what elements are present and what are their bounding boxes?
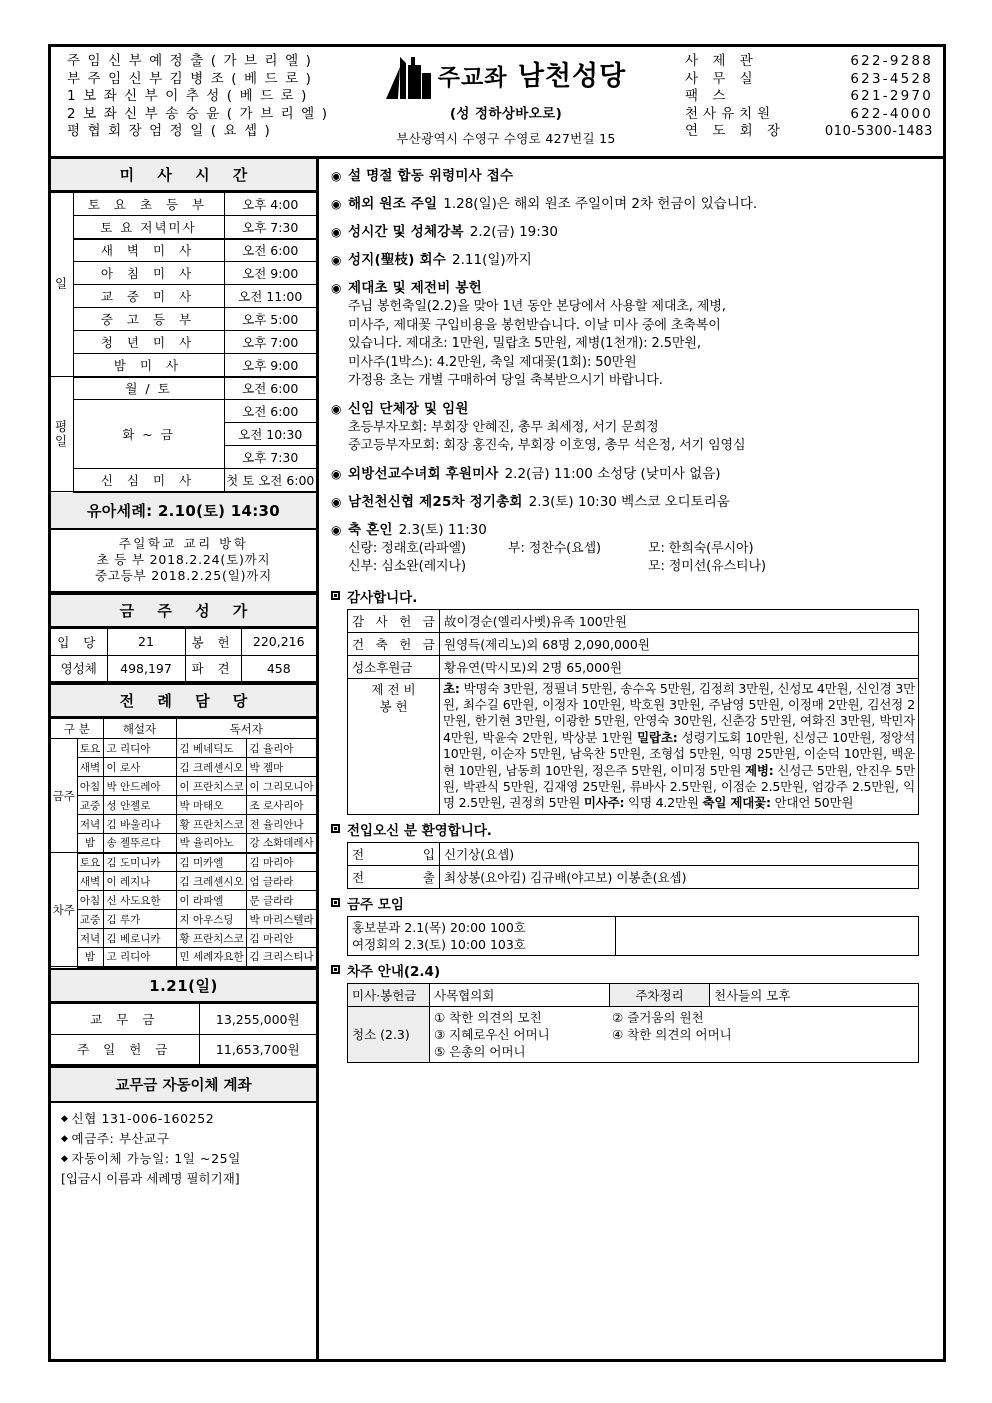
reader-name: 이 그리모니아 (246, 777, 316, 796)
cleaning-item: ④ 착한 의견의 어머니 (612, 1026, 732, 1042)
mass-name: 화 ~ 금 (73, 400, 224, 469)
mass-name: 토 요 저녁미사 (73, 216, 224, 239)
account-details (51, 1103, 316, 1194)
contact-number: 621-2970 (850, 88, 933, 105)
diamond-bullet-icon: ◆ (61, 1114, 69, 1124)
hymn-value: 498,197 (107, 655, 185, 682)
mass-schedule-table (51, 192, 316, 493)
offering-value: 13,255,000원 (199, 1003, 316, 1034)
mass-name: 새 벽 미 사 (73, 239, 224, 262)
reader-name: 황 프란치스코 (176, 929, 246, 948)
table-row (51, 331, 316, 354)
sunday-group-label: 일 (51, 193, 73, 377)
thanks-value: 故이경순(엘리사벳)유족 100만원 (440, 609, 919, 632)
sunday-school-vacation (51, 530, 316, 593)
reader-name: 김 베네딕도 (176, 739, 246, 758)
reader-name: 김 미카엘 (176, 853, 246, 872)
thanks-value: 원영득(제리노)외 68명 2,090,000원 (440, 632, 919, 655)
commentator-name: 송 젤뚜르다 (103, 834, 176, 853)
announcement-item: ◉ 남천천신협 제25차 정기총회 2.3(토) 10:30 벡스코 오디토리움 (331, 493, 730, 510)
hymn-value: 220,216 (241, 628, 316, 655)
commentator-name: 이 레지나 (103, 872, 176, 891)
left-column (51, 159, 319, 1359)
clergy-line: 부 주 임 신 부 김 병 조 ( 베 드 로 ) (67, 70, 313, 87)
church-address: 부산광역시 수영구 수영로 427번길 15 (396, 131, 616, 146)
col-header-reader: 독서자 (176, 719, 316, 739)
col-header-commentator: 해설자 (103, 719, 176, 739)
mass-time: 오후 7:30 (224, 216, 316, 239)
announcement-detail-line: 미사주(1박스): 4.2만원, 축일 제대꽃(1회): 50만원 (348, 354, 637, 370)
reader-name: 김 마리안 (246, 929, 316, 948)
reader-name: 전 율리안나 (246, 815, 316, 834)
cleaning-label: 청소 (2.3) (348, 1006, 430, 1062)
mass-slot: 교중 (77, 910, 103, 929)
mass-slot: 저녁 (77, 815, 103, 834)
table-row (51, 815, 316, 834)
announcement-item: ◉ 외방선교수녀회 후원미사 2.2(금) 11:00 소성당 (낮미사 없음) (331, 465, 721, 482)
bulletin-header (51, 47, 943, 159)
clergy-line: 1 보 좌 신 부 이 추 성 ( 베 드 로 ) (67, 88, 309, 105)
mass-name: 월 / 토 (73, 377, 224, 400)
mass-slot: 저녁 (77, 929, 103, 948)
reader-name: 박 젬마 (246, 758, 316, 777)
table-row (51, 239, 316, 262)
announcement-detail-line: 중고등부자모회: 회장 홍진숙, 부회장 이호영, 총무 석은정, 서기 임영심 (348, 438, 746, 453)
meetings-heading: 금주 모임 (331, 893, 935, 913)
table-row (51, 719, 316, 739)
clergy-line: 평 협 회 장 엄 정 일 ( 요 셉 ) (67, 123, 272, 140)
table-row (348, 865, 919, 888)
meetings-table (347, 916, 919, 956)
flower-text: 안대언 50만원 (774, 795, 854, 811)
beeswax-label: 밀랍초: (637, 729, 678, 745)
thanks-label: 건 축 헌 금 (348, 632, 440, 655)
announcement-item: ◉ 설 명절 합동 위령미사 접수 (331, 168, 514, 184)
reader-name: 김 크레센시오 (176, 758, 246, 777)
contact-number: 010-5300-1483 (824, 124, 933, 140)
commentator-name: 성 안젤로 (103, 796, 176, 815)
contact-label: 팩 스 (685, 88, 731, 105)
transfer-out-label: 전 출 (348, 865, 440, 888)
next-week-label: 차주 (51, 853, 77, 967)
mass-slot: 밤 (77, 948, 103, 967)
thanks-label: 성소후원금 (348, 655, 440, 678)
school-line: 초 등 부 2018.2.24(토)까지 (96, 551, 271, 567)
table-row (348, 655, 919, 678)
account-line: ◆ 예금주: 부산교구 (61, 1131, 170, 1146)
liturgy-duty-table (51, 718, 316, 968)
host-text: 신성근 5만원, 안진우 5만원, 박관식 5만원, 김재영 25만원, 류바사 2.5만원, 이점순 2.5만원, 엄강주 2.5만원, 익명 2.5만원, 권정희 5만원 (443, 762, 915, 811)
contact-row (685, 53, 933, 71)
mass-slot: 밤 (77, 834, 103, 853)
bullet-circle-icon: ◉ (331, 197, 342, 211)
offering-table (51, 1003, 316, 1067)
table-row (348, 1006, 919, 1062)
altar-offering-label: 제 전 비 봉 헌 (348, 678, 440, 814)
reader-name: 민 세례자요한 (176, 948, 246, 967)
reader-name: 조 로사리아 (246, 796, 316, 815)
contact-number: 622-4000 (850, 105, 933, 122)
table-row (51, 929, 316, 948)
table-row (51, 308, 316, 331)
reader-name: 박 마태오 (176, 796, 246, 815)
table-row (51, 354, 316, 377)
announcement-item: ◉ 성시간 및 성체강복 2.2(금) 19:30 (331, 224, 558, 240)
cleaning-item: ① 착한 의견의 모친 (434, 1009, 542, 1025)
mass-slot: 아침 (77, 777, 103, 796)
hymn-value: 458 (241, 655, 316, 682)
table-row (51, 948, 316, 967)
reader-name: 이 라파엘 (176, 891, 246, 910)
offering-value: 11,653,700원 (199, 1034, 316, 1065)
account-note: [입금시 이름과 세례명 필히기재] (61, 1171, 240, 1186)
mass-time: 오전 10:30 (224, 423, 316, 446)
reader-name: 지 아우스딩 (176, 910, 246, 929)
announcement-item-wedding: ◉ 축 혼인 2.3(토) 11:30 신랑: 정래호(라파엘) 부: 정찬수(요셉) 모: 한희숙(루시아) 신부: 심소완(레지나) 모: 정미선(유스티나) (331, 521, 935, 577)
table-row (51, 1034, 316, 1065)
mass-time: 오전 6:00 (224, 239, 316, 262)
table-row (51, 262, 316, 285)
transfer-table (347, 842, 919, 889)
hymn-key: 봉 헌 (185, 628, 241, 655)
offering-label: 주 일 헌 금 (51, 1034, 199, 1065)
mass-time: 오후 9:00 (224, 354, 316, 377)
bullet-circle-icon: ◉ (331, 401, 342, 416)
announcement-detail-line: 주님 봉헌축일(2.2)을 맞아 1년 동안 본당에서 사용할 제대초, 제병, (348, 299, 726, 314)
table-row (51, 834, 316, 853)
church-title (438, 62, 626, 93)
host-label: 제병: (745, 762, 774, 778)
square-bullet-icon (331, 591, 340, 600)
reader-name: 이 프란치스코 (176, 777, 246, 796)
table-row (348, 916, 919, 955)
col-value-parking-team: 천사들의 모후 (710, 983, 919, 1006)
bulletin-frame (48, 44, 946, 1362)
reader-name: 황 프란치스코 (176, 815, 246, 834)
transfer-in-value: 신기상(요셉) (440, 842, 919, 865)
bullet-circle-icon: ◉ (331, 169, 342, 183)
commentator-name: 고 리디아 (103, 948, 176, 967)
reader-name: 엄 글라라 (246, 872, 316, 891)
announcement-item: ◉ 신임 단체장 및 임원 초등부자모회: 부회장 안혜진, 총무 최세정, 서기 문희정 중고등부자모회: 회장 홍진숙, 부회장 이호영, 총무 석은정, 서기 임영심 (331, 400, 935, 456)
announcement-item: ◉ 해외 원조 주일 1.28(일)은 해외 원조 주일이며 2차 헌금이 있습니다. (331, 196, 758, 212)
bullet-circle-icon: ◉ (331, 253, 342, 267)
mass-name: 아 침 미 사 (73, 262, 224, 285)
nextweek-heading: 차주 안내(2.4) (331, 960, 935, 980)
reader-name: 문 글라라 (246, 891, 316, 910)
mass-time: 오전 6:00 (224, 377, 316, 400)
table-row (51, 891, 316, 910)
reader-name: 박 마리스텔라 (246, 910, 316, 929)
contact-number: 622-9288 (850, 53, 933, 69)
weekly-hymn-title: 금 주 성 가 (51, 593, 316, 628)
infant-baptism-notice: 유아세례: 2.10(토) 14:30 (51, 493, 316, 530)
mass-time: 오전 11:00 (224, 285, 316, 308)
table-row (51, 285, 316, 308)
meetings-right-cell (616, 916, 919, 955)
transfer-in-label: 전 입 (348, 842, 440, 865)
offering-date-title: 1.21(일) (51, 968, 316, 1003)
meeting-line: 홍보분과 2.1(목) 20:00 100호 (352, 919, 526, 935)
bullet-circle-icon: ◉ (331, 494, 342, 509)
table-row (51, 872, 316, 891)
cleaning-teams (430, 1006, 919, 1062)
table-row (348, 842, 919, 865)
commentator-name: 김 루가 (103, 910, 176, 929)
table-row (348, 632, 919, 655)
thanks-label: 감 사 헌 금 (348, 609, 440, 632)
account-line: ◆ 신협 131-006-160252 (61, 1111, 215, 1126)
transfer-out-value: 최상봉(요아킴) 김규배(야고보) 이봉춘(요셉) (440, 865, 919, 888)
table-row (51, 469, 316, 492)
this-week-label: 금주 (51, 739, 77, 853)
mass-schedule-title: 미 사 시 간 (51, 159, 316, 192)
commentator-name: 김 바울리나 (103, 815, 176, 834)
wine-text: 익명 4.2만원 (628, 795, 699, 811)
contact-label: 천사유치원 (685, 105, 776, 122)
contact-row (685, 123, 933, 141)
commentator-name: 이 로사 (103, 758, 176, 777)
school-line: 중고등부 2018.2.25(일)까지 (94, 567, 273, 583)
church-patron: (성 정하상바오로) (449, 106, 563, 122)
announcement-item: ◉ 성지(聖枝) 회수 2.11(일)까지 (331, 252, 532, 268)
cleaning-item: ⑤ 은총의 어머니 (434, 1043, 526, 1059)
wine-label: 미사주: (583, 795, 625, 811)
table-row (51, 628, 316, 655)
hymn-key: 파 견 (185, 655, 241, 682)
col-header-division: 구 분 (51, 719, 103, 739)
clergy-line: 2 보 좌 신 부 송 승 윤 ( 가 브 리 엘 ) (67, 105, 329, 122)
reader-name: 김 크리스티나 (246, 948, 316, 967)
mass-time: 오후 7:30 (224, 446, 316, 469)
mass-name: 밤 미 사 (73, 354, 224, 377)
commentator-name: 고 리디아 (103, 739, 176, 758)
mass-slot: 새벽 (77, 758, 103, 777)
mass-time: 첫 토 오전 6:00 (224, 469, 316, 492)
announcement-detail-line: 초등부자모회: 부회장 안혜진, 총무 최세정, 서기 문희정 (348, 419, 659, 435)
announcement-detail-line: 미사주, 제대꽃 구입비용을 봉헌받습니다. 이날 미사 중에 초축복이 (348, 317, 721, 333)
table-row (51, 377, 316, 400)
table-row (51, 910, 316, 929)
meeting-line: 여정회의 2.3(토) 10:00 103호 (352, 936, 526, 952)
diamond-bullet-icon: ◆ (61, 1154, 69, 1164)
thanks-heading: 감사합니다. (331, 586, 935, 606)
transfer-heading: 전입오신 분 환영합니다. (331, 819, 935, 839)
church-identity (331, 47, 681, 156)
contact-row (685, 106, 933, 124)
contact-list (681, 47, 943, 156)
offering-label: 교 무 금 (51, 1003, 199, 1034)
bullet-circle-icon: ◉ (331, 466, 342, 481)
mass-time: 오전 6:00 (224, 400, 316, 423)
square-bullet-icon (331, 965, 340, 974)
school-title: 주일학교 교리 방학 (118, 535, 249, 551)
col-value-pastoral-council: 사목협의회 (430, 983, 610, 1006)
square-bullet-icon (331, 824, 340, 833)
clergy-line: 주 임 신 부 예 정 출 ( 가 브 리 엘 ) (67, 53, 313, 69)
commentator-name: 김 도미니카 (103, 853, 176, 872)
table-row (51, 777, 316, 796)
bullet-circle-icon: ◉ (331, 522, 342, 537)
contact-number: 623-4528 (850, 70, 933, 87)
reader-name: 김 크레센시오 (176, 872, 246, 891)
hymn-key: 영성체 (51, 655, 107, 682)
liturgy-duty-title: 전 례 담 당 (51, 683, 316, 718)
weekly-hymn-table (51, 628, 316, 684)
cleaning-item: ③ 지혜로우신 어머니 (434, 1026, 550, 1042)
table-row (51, 655, 316, 682)
bullet-circle-icon: ◉ (331, 281, 342, 295)
candle-text: 박명숙 3만원, 정필녀 5만원, 송수옥 5만원, 김정희 3만원, 신성모 4만원, 신인경 3만원, 최수길 6만원, 이정자 10만원, 박호원 3만원, 주남영 5만원, 이정매 2만원, 김선정 2만원, 한기현 3만원, 이광한 5만원, 안영숙 30만원, 신춘강 5만원, 여화진 3만원, 박민자 4만원, 박윤숙 2만원, 박상분 1만원 (443, 680, 915, 745)
announcement-item: ◉ 제대초 및 제전비 봉헌 주님 봉헌축일(2.2)을 맞아 1년 동안 본당에서 사용할 제대초, 제병, 미사주, 제대꽃 구입비용을 봉헌받습니다. 이날 미사 중에 초축복이 있습니다. 제대초: 1만원, 밀랍초 5만원, 제병(1천개): 2.5만원, 미사주(1박스): 4.2만원, 축일 제대꽃(1회): 50만원 가정용 초는 개별 구매하여 당일 축복받으시기 바랍니다. (331, 279, 935, 391)
table-row (51, 853, 316, 872)
meetings-left-cell (348, 916, 616, 955)
mass-slot: 토요 (77, 739, 103, 758)
weekday-group-label: 평일 (51, 377, 73, 492)
account-title: 교무금 자동이체 계좌 (51, 1066, 316, 1103)
table-row (348, 678, 919, 814)
table-row (51, 1003, 316, 1034)
mass-time: 오전 9:00 (224, 262, 316, 285)
hymn-value: 21 (107, 628, 185, 655)
mass-slot: 아침 (77, 891, 103, 910)
right-column (319, 159, 943, 1359)
mass-slot: 토요 (77, 853, 103, 872)
bullet-circle-icon: ◉ (331, 225, 342, 239)
wedding-bride-row: 신부: 심소완(레지나) 모: 정미선(유스티나) (348, 559, 766, 574)
mass-slot: 교중 (77, 796, 103, 815)
account-line: ◆ 자동이체 가능일: 1일 ~25일 (61, 1151, 241, 1166)
thanks-value: 황유연(막시모)외 2명 65,000원 (440, 655, 919, 678)
commentator-name: 김 베로니카 (103, 929, 176, 948)
announcement-detail-line: 있습니다. 제대초: 1만원, 밀랍초 5만원, 제병(1천개): 2.5만원, (348, 336, 701, 351)
contact-label: 사 제 관 (685, 53, 758, 69)
beeswax-text: 성령기도회 10만원, 신성근 10만원, 정앙석 10만원, 이순자 5만원, 남욱찬 5만원, 조형섭 5만원, 익명 25만원, 이순덕 10만원, 백운현 10만원, 남동희 10만원, 정은주 5만원, 이미정 5만원 (443, 729, 915, 778)
table-row (348, 983, 919, 1006)
candle-label: 초: (443, 680, 460, 696)
reader-name: 김 율리아 (246, 739, 316, 758)
mass-time: 오후 5:00 (224, 308, 316, 331)
church-title-name: 남천성당 (517, 60, 627, 92)
thanks-table (347, 609, 919, 815)
altar-offering-text (440, 678, 919, 814)
table-row (51, 216, 316, 239)
contact-label: 연 도 회 장 (685, 123, 786, 140)
diamond-bullet-icon: ◆ (61, 1134, 69, 1144)
wedding-groom-row: 신랑: 정래호(라파엘) 부: 정찬수(요셉) 모: 한희숙(루시아) (348, 540, 754, 556)
mass-name: 토 요 초 등 부 (73, 193, 224, 216)
table-row (51, 796, 316, 815)
mass-name: 중 고 등 부 (73, 308, 224, 331)
table-row (51, 758, 316, 777)
cleaning-item: ② 즐거움의 원천 (612, 1009, 704, 1025)
reader-name: 박 율리아노 (176, 834, 246, 853)
mass-name: 청 년 미 사 (73, 331, 224, 354)
mass-time: 오후 7:00 (224, 331, 316, 354)
contact-label: 사 무 실 (685, 70, 758, 87)
church-title-prefix: 주교좌 (437, 64, 508, 91)
commentator-name: 박 안드레아 (103, 777, 176, 796)
col-header-parking: 주차정리 (610, 983, 710, 1006)
nextweek-table (347, 983, 919, 1063)
table-row (51, 193, 316, 216)
reader-name: 김 마리아 (246, 853, 316, 872)
mass-name: 교 중 미 사 (73, 285, 224, 308)
hymn-key: 입 당 (51, 628, 107, 655)
commentator-name: 신 사도요한 (103, 891, 176, 910)
church-logo-icon (386, 53, 432, 101)
col-header-mass-offering: 미사·봉헌금 (348, 983, 430, 1006)
clergy-list (51, 47, 331, 156)
contact-row (685, 71, 933, 89)
contact-row (685, 88, 933, 106)
mass-slot: 새벽 (77, 872, 103, 891)
table-row (51, 739, 316, 758)
mass-time: 오후 4:00 (224, 193, 316, 216)
flower-label: 축일 제대꽃: (702, 795, 771, 811)
table-row (51, 400, 316, 423)
mass-name: 신 심 미 사 (73, 469, 224, 492)
reader-name: 강 소화데레사 (246, 834, 316, 853)
announcement-detail-line: 가정용 초는 개별 구매하여 당일 축복받으시기 바랍니다. (348, 373, 663, 388)
square-bullet-icon (331, 898, 340, 907)
table-row (348, 609, 919, 632)
